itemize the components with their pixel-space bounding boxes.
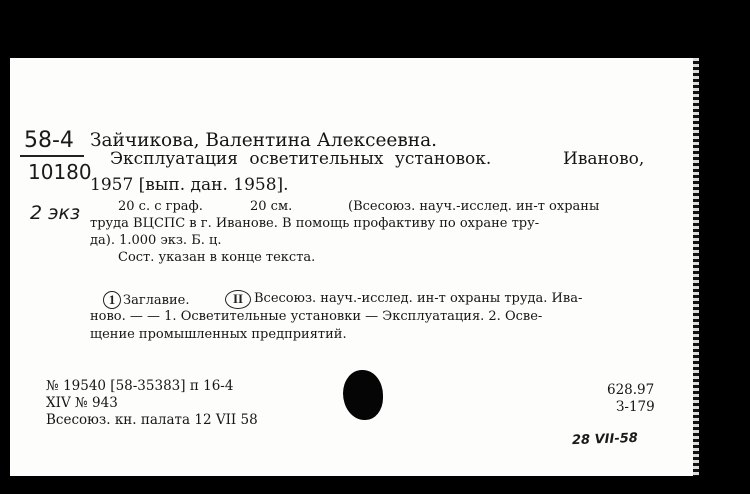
year-line: 1957 [вып. дан. 1958]. (90, 175, 289, 195)
series-note-line3: да). 1.000 экз. Б. ц. (90, 233, 222, 248)
collation-pages: 20 с. с граф. (118, 199, 203, 214)
series-note-line2: труда ВЦСПС в г. Иванове. В помощь профактиву по охране тру- (90, 216, 540, 231)
tracing-line2: ново. — — 1. Осветительные установки — Эксплуатация. 2. Осве- (90, 309, 543, 324)
tracing-marker-1: 1 (103, 291, 121, 309)
tracing-line3: щение промышленных предприятий. (90, 327, 347, 342)
general-note: Сост. указан в конце текста. (118, 250, 316, 265)
title-line: Эксплуатация осветительных установок. (110, 149, 492, 169)
collation-size: 20 см. (250, 199, 293, 214)
footer-section-number: XIV № 943 (46, 395, 118, 411)
tracing-title: Заглавие. (123, 293, 190, 308)
shelfmark-divider (20, 155, 84, 157)
tracing-marker-2: II (225, 290, 251, 309)
author-heading: Зайчикова, Валентина Алексеевна. (90, 130, 438, 151)
classification-number: 628.97 (607, 382, 655, 398)
date-stamp: 28 VII-58 (571, 430, 639, 449)
series-note-start: (Всесоюз. науч.-исслед. ин-т охраны (348, 199, 600, 214)
class-number: 58-4 (24, 128, 74, 153)
place-of-publication: Иваново, (563, 149, 645, 169)
call-number: 10180 (28, 160, 92, 184)
tracing-corporate-line1: Всесоюз. науч.-исслед. ин-т охраны труда. Ива- (254, 291, 583, 306)
footer-record-number: № 19540 [58-35383] п 16-4 (46, 378, 234, 394)
footer-chamber-date: Всесоюз. кн. палата 12 VII 58 (46, 412, 258, 428)
author-mark: З-179 (616, 399, 655, 415)
ink-blot (343, 370, 383, 420)
catalog-card (10, 58, 693, 476)
copies-note: 2 экз (30, 202, 81, 224)
